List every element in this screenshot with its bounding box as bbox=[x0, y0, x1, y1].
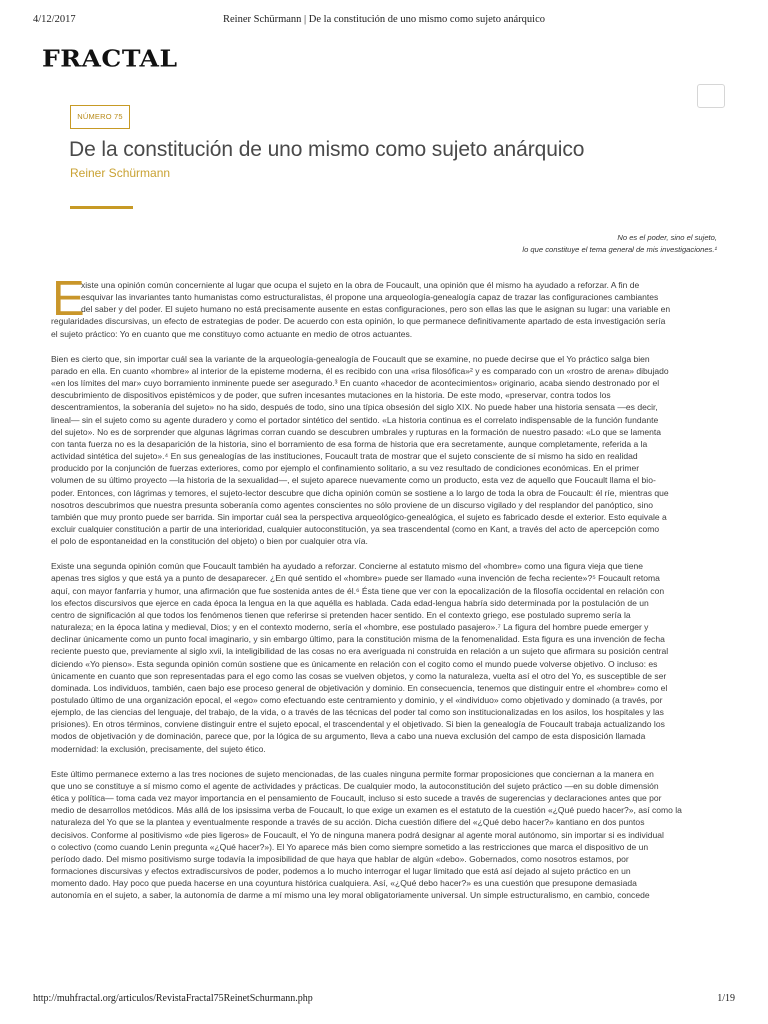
print-header bbox=[33, 14, 735, 30]
paragraph-line: aquí, con mayor fanfarria y humor, una afirmación que fue sostenida antes de él.⁶ Ésta tiene que ver con la epocalización de la filosofía occidental en relación con bbox=[51, 585, 665, 596]
paragraph-line: xiste una opinión común concerniente al lugar que ocupa el sujeto en la obra de Foucault, una opinión que él mismo ha ayudado a reforzar. A fin de bbox=[81, 280, 640, 290]
paragraph-line: actividad sintética del sujeto».⁴ En sus genealogías de las instituciones, Foucault trata de mostrar que el sujeto consciente de sí mismo ha sido en realidad bbox=[51, 451, 638, 462]
paragraph-line: descubrimiento de dispositivos epistémicos y de poder, que sufren incesantes mutaciones en la historia. De este modo, «preservar, contra todos los bbox=[51, 390, 611, 401]
article-paragraph bbox=[51, 272, 721, 340]
drop-cap: E bbox=[52, 272, 85, 326]
paragraph-line: apenas tres siglos y que está ya a punto de desaparecer. ¿En qué sentido el «hombre» puede ser llamado «una invención de fecha reciente»?⁵ Foucault retoma bbox=[51, 573, 660, 584]
issue-badge[interactable]: NÚMERO 75 bbox=[70, 105, 130, 129]
title-divider bbox=[70, 206, 133, 209]
article-paragraph bbox=[51, 353, 721, 548]
paragraph-line: reciente puesto que, previamente al siglo xvii, la inteligibilidad de las cosas no era averiguada ni construida en relación a un sujeto que afirmara su posición central bbox=[51, 646, 669, 657]
paragraph-line: centro de significación al que todos los fenómenos tienen que referirse si pretenden hacer sentido. En el contexto griego, ese postulado supremo sería la bbox=[51, 609, 631, 620]
paragraph-line: los efectos discursivos que ejerce en cada época la lengua en la que aquélla es hablada. Cada edad-lengua habría sido determinada por la postulación de un bbox=[51, 597, 649, 608]
paragraph-line: también que muy pronto puede ser barrida. Sin importar cuál sea la perspectiva arqueológico-genealógica, el sujeto es fabricado desde el exterior. Esto equivale a bbox=[51, 511, 667, 522]
epigraph-line: lo que constituye el tema general de mis investigaciones.¹ bbox=[522, 245, 717, 254]
paragraph-line: autonomía en el sujeto, a saber, la autonomía de darme a mí mismo una ley moral obligatoriamente universal. Un simple estructuralismo, en cambio, concede bbox=[51, 890, 650, 901]
site-logo[interactable]: FRACTAL bbox=[42, 44, 178, 73]
menu-icon[interactable] bbox=[697, 84, 725, 108]
paragraph-line: ética y política— toma cada vez mayor importancia en el pensamiento de Foucault, incluso si esto sucede a través de sugerencias y declaraciones antes que por bbox=[51, 793, 662, 804]
paragraph-line: únicamente en cuanto que son representadas para el ego como las cosas se vuelven objetos, y como la naturaleza, vuelta así el otro del Yo, es susceptible de ser bbox=[51, 670, 667, 681]
paragraph-line: parado en ella. En cuanto «hombre» al interior de la episteme moderna, él es recibido con una «risa filosófica»² y es comparado con un «rostro de arena» dibujado bbox=[51, 365, 669, 376]
paragraph-line: que uno se constituye a sí mismo como el agente de actividades y prácticas. De cualquier modo, la autoconstitución del sujeto práctico —en su doble dimensión bbox=[51, 780, 659, 791]
paragraph-line: postulado último de una organización epocal, el «ego» como efectuando este centramiento y dominio, y el «individuo» como objetivado y dominado (a través, por bbox=[51, 695, 663, 705]
paragraph-line: del saber y del poder. El sujeto humano no está precisamente ausente en estas configuraciones, pero son ellas las que le asignan su lugar: una variable en bbox=[81, 304, 671, 315]
paragraph-line: diciendo «Yo pienso». Esta segunda opinión común sostiene que es únicamente en relación con el cogito como el mundo puede volverse objetivo. O incluso: es bbox=[51, 658, 658, 669]
paragraph-line: el polo de espontaneidad en la constitución del objeto) o bien por cualquier otra vía. bbox=[51, 536, 368, 547]
paragraph-line: naturaleza del Yo que se la plantea y eventualmente responde a través de su acción. Dicha cuestión difiere del «¿Qué debo hacer?» kantiano en dos puntos bbox=[51, 817, 645, 828]
paragraph-line: naturaleza; en la época latina y medieval, Dios; y en el contexto moderno, sería el «hombre, ese postulado pasajero».⁷ La figura del hombre puede emerger y bbox=[51, 622, 649, 633]
print-footer bbox=[33, 993, 735, 1007]
paragraph-line: nosotros descubrimos que nuestra presunta soberanía como agentes conscientes no sólo proviene de un discurso vigilado y del resplandor del panóptico, sino bbox=[51, 499, 653, 510]
paragraph-line: formaciones discursivas y efectos extradiscursivos de poder, podemos a lo mucho interrogar el lugar limitado que está así dejado al sujeto práctico en un bbox=[51, 866, 631, 877]
paragraph-line: producido por la conjunción de fuerzas exteriores, como por ejemplo el confinamiento solitario, a su vez resultado de condiciones económicas. En el primer bbox=[51, 463, 640, 474]
paragraph-line: Este último permanece externo a las tres nociones de sujeto mencionadas, de las cuales ninguna permite formar proposiciones que conciernan a la manera en bbox=[51, 768, 654, 779]
paragraph-line: período dado. Del mismo positivismo surge todavía la imposibilidad de que haya que hablar de algún «debo». Gobernados, como nosotros estamos, por bbox=[51, 853, 629, 864]
paragraph-line: Bien es cierto que, sin importar cuál sea la variante de la arqueología-genealogía de Foucault que se examine, no puede decirse que el Yo práctico salga bien bbox=[51, 353, 650, 364]
epigraph-line: No es el poder, sino el sujeto, bbox=[617, 233, 717, 242]
article-author[interactable]: Reiner Schürmann bbox=[70, 166, 171, 180]
paragraph-line: regularidades discursivas, un efecto de estrategias de poder. De acuerdo con esta opinión, lo que permanece definitivamente apartado de esta investigación sería bbox=[51, 316, 666, 327]
print-date: 4/12/2017 bbox=[33, 14, 76, 25]
article-paragraph bbox=[51, 768, 721, 902]
paragraph-line: dominada. Los individuos, también, caen bajo ese proceso general de objetivación y dominio. En consecuencia, tenemos que distinguir entre el «hombre» como el bbox=[51, 682, 668, 693]
paragraph-line: momento dado. Hay poco que pueda hacerse en una coyuntura histórica cualquiera. Así, «¿Qué debo hacer?» es una cuestión que presupone demasiada bbox=[51, 878, 637, 889]
paragraph-line: medio de desarrollos metódicos. Más allá de los ipsissima verba de Foucault, lo que exige un examen es el estatuto de la cuestión «¿Qué puedo hacer?», así como la bbox=[51, 805, 682, 816]
paragraph-line: descentramientos, la soberanía del sujeto» no ha sido, después de todo, sino una típica obsesión del siglo XIX. No puede haber una historia sensata —es decir, bbox=[51, 402, 658, 413]
paragraph-line: o colectivo (como cuando Lenin pregunta «¿Qué hacer?»). El Yo aparece más bien como siempre sometido a las restricciones que marca el dispositivo de un bbox=[51, 841, 649, 852]
paragraph-line: con tanta fuerza no es la desaparición de la historia, sino el borramiento de esa forma de historia que era secretamente, aunque completamente, referida a la bbox=[51, 438, 648, 449]
paragraph-line: «en los límites del mar» cuyo borramiento inminente puede ser asegurado.³ En cuanto «hacedor de acontecimientos» originario, acaba siendo destronado por el bbox=[51, 378, 660, 389]
paragraph-line: prisiones). En otros términos, conviene distinguir entre el sujeto epocal, el trascendental y el objetivado. Si bien la genealogía de Foucault trabaja actualizando los bbox=[51, 719, 665, 730]
print-url: http://muhfractal.org/articulos/RevistaFractal75ReinetSchurmann.php bbox=[33, 993, 313, 1004]
paragraph-line: Existe una segunda opinión común que Foucault también ha ayudado a reforzar. Concierne al estatuto mismo del «hombre» como una figura vieja que tiene bbox=[51, 561, 644, 572]
paragraph-line: el sujeto práctico: Yo en cuanto que me constituyo como actuante en medio de otros actuantes. bbox=[51, 328, 413, 339]
paragraph-line: excluir cualquier constitución a partir de una interioridad, cualquier autoconstitución, ya sea trascendental (como en Kant, a través del acto de apercepción como bbox=[51, 523, 660, 534]
article-body bbox=[51, 272, 721, 915]
paragraph-line: modernidad: la exclusión, precisamente, del sujeto ético. bbox=[51, 743, 266, 754]
paragraph-line: declinar únicamente como un punto focal imaginario, y sin embargo último, para la constitución misma de la fenomenalidad. Esta figura es una invención de fecha bbox=[51, 634, 665, 645]
print-page-number: 1/19 bbox=[717, 993, 735, 1004]
paragraph-line: del sujeto». No es de sorprender que algunas lágrimas corran cuando se descubren umbrales y rupturas en la formación de nuestro pasado: «Lo que se lamenta bbox=[51, 426, 662, 437]
paragraph-line: ejemplo, de las ciencias del lenguaje, del trabajo, de la vida, o a través de las técnicas del poder tal como son institucionalizadas en los asilos, los hospitales y las bbox=[51, 707, 664, 718]
paragraph-line: volumen de su último proyecto —la historia de la sexualidad—, el sujeto aparece nuevamente como un producto, esta vez de aquello que Foucault llama el bio- bbox=[51, 475, 656, 486]
article-paragraph bbox=[51, 560, 721, 755]
article-title: De la constitución de uno mismo como sujeto anárquico bbox=[69, 138, 585, 161]
paragraph-line: poder. Entonces, con lágrimas y temores, el sujeto-lector descubre que dicha opinión común se sostiene a lo largo de toda la obra de Foucault: él ríe, mientras que bbox=[51, 487, 669, 498]
print-page-title: Reiner Schürmann | De la constitución de uno mismo como sujeto anárquico bbox=[223, 14, 545, 25]
paragraph-line: decisivos. Conforme al positivismo «de pies ligeros» de Foucault, el Yo de ninguna manera podrá designar al agente moral autónomo, sin importar si es individual bbox=[51, 829, 664, 840]
paragraph-line: modos de objetivación y de dominación, parece que, por la lógica de su argumento, lleva a cabo una nueva exclusión del campo de esta disposición llamada bbox=[51, 731, 646, 742]
paragraph-line: lineal— sin el sujeto como su agente duradero y como el portador sintético del sentido. «La historia continua es el correlato indispensable de la función fundante bbox=[51, 414, 659, 425]
epigraph bbox=[522, 232, 717, 256]
paragraph-line: esquivar las invariantes tanto humanistas como estructuralistas, él propone una arqueología-genealogía capaz de trazar las configuraciones cambiantes bbox=[81, 292, 659, 303]
